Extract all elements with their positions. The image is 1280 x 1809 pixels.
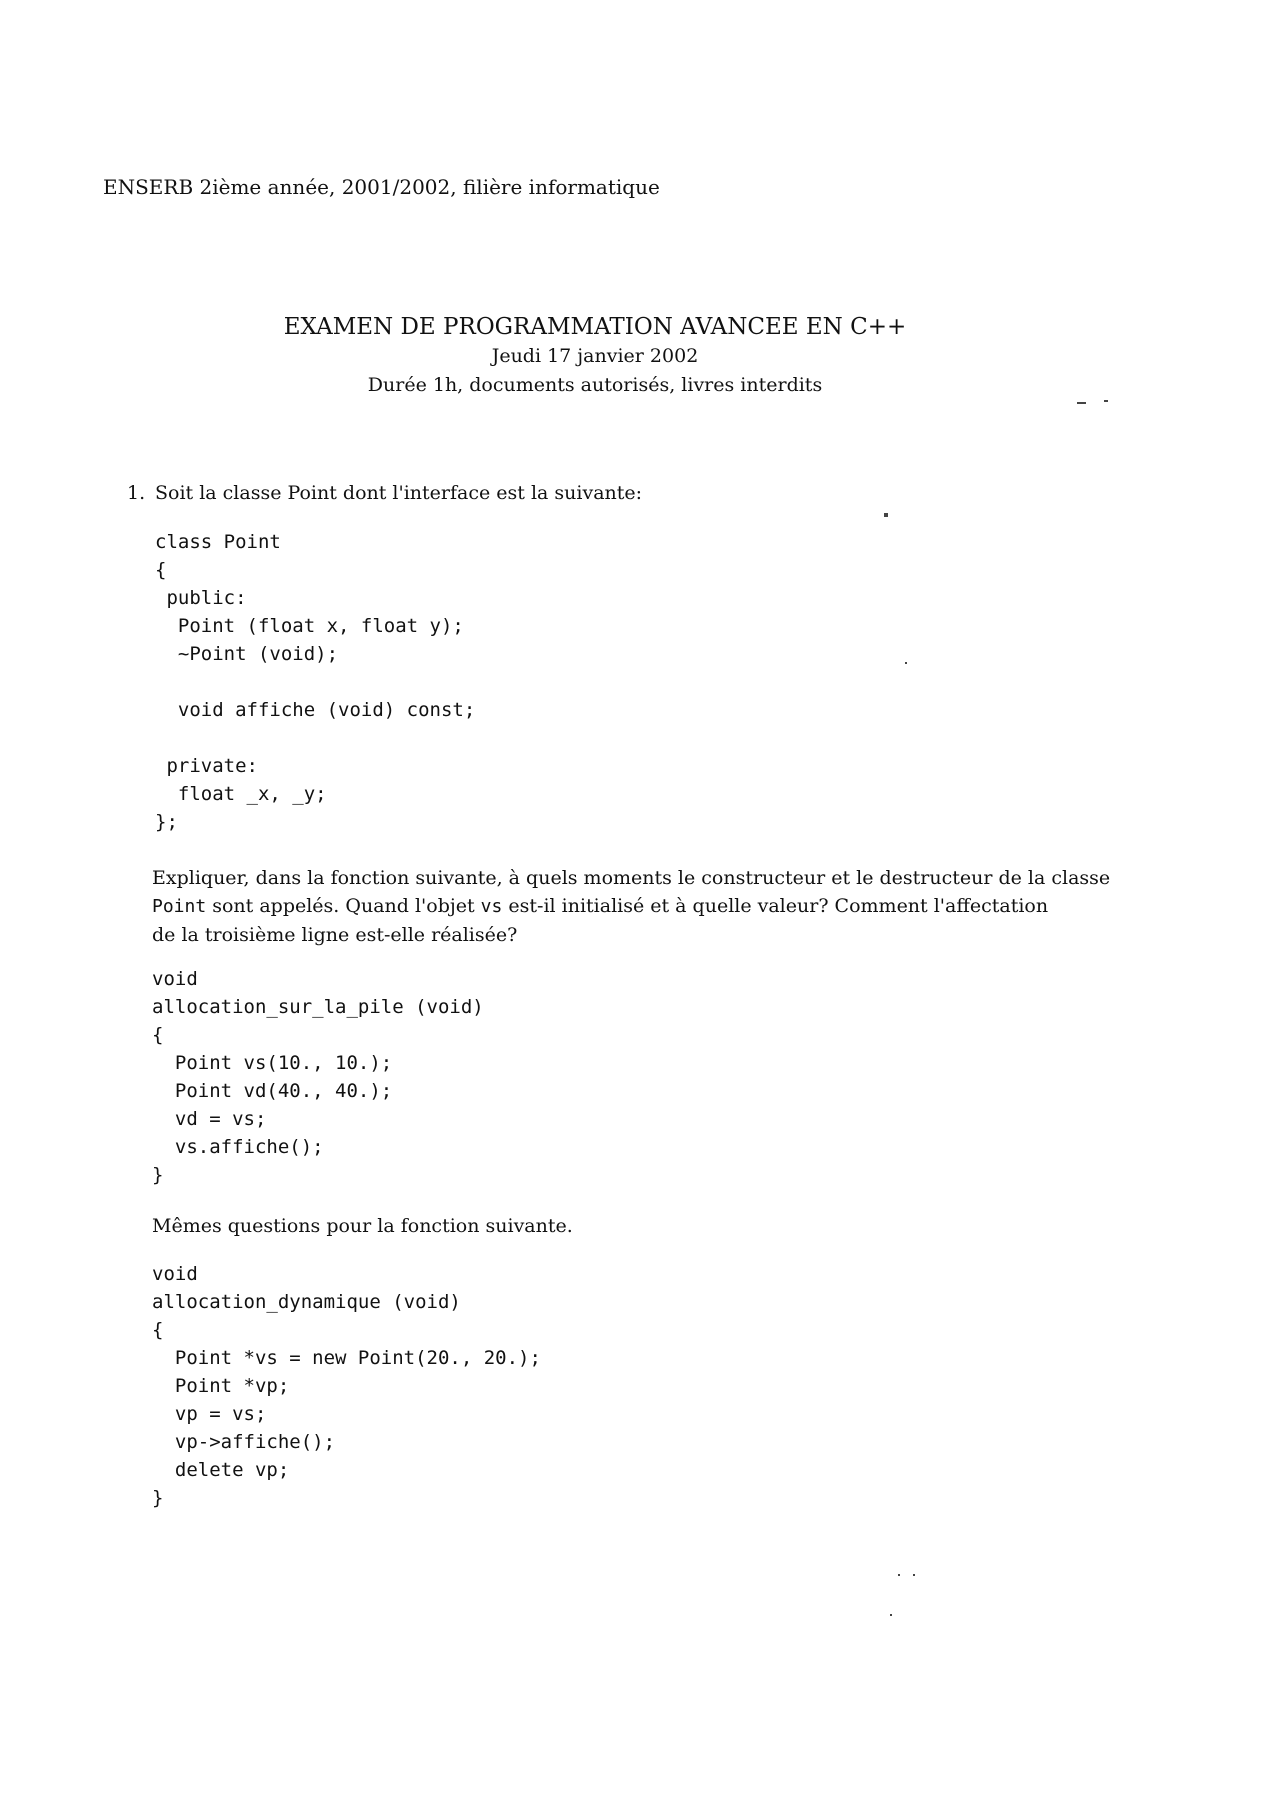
code-line: Point *vp; [152, 1375, 290, 1397]
dynamic-allocation-code-block [152, 1260, 541, 1512]
code-line [155, 724, 475, 752]
exam-title: EXAMEN DE PROGRAMMATION AVANCEE EN C++ [283, 314, 907, 340]
code-line: vs.affiche(); [152, 1136, 324, 1158]
scan-speck [1077, 402, 1086, 404]
code-line: public: [155, 587, 247, 609]
class-point-code-block [155, 528, 475, 836]
code-line: }; [155, 811, 178, 833]
code-line: vd = vs; [152, 1108, 267, 1130]
code-line: class Point [155, 531, 281, 553]
code-line: void affiche (void) const; [155, 699, 476, 721]
scan-speck [884, 513, 888, 517]
code-line: float _x, _y; [155, 783, 327, 805]
code-line: { [152, 1024, 164, 1046]
code-line: { [155, 559, 167, 581]
code-line: Point vs(10., 10.); [152, 1052, 393, 1074]
explanation-line-3: de la troisième ligne est-elle réalisée? [152, 924, 518, 946]
scan-speck [1104, 400, 1108, 402]
code-line: vp = vs; [152, 1403, 267, 1425]
exam-conditions: Durée 1h, documents autorisés, livres interdits [367, 374, 823, 396]
scan-speck [905, 662, 907, 664]
scan-speck [890, 1614, 892, 1616]
scan-speck [913, 1574, 915, 1576]
explanation-text: est-il initialisé et à quelle valeur? Comment l'affectation [502, 895, 1049, 917]
code-line: Point vd(40., 40.); [152, 1080, 393, 1102]
explanation-paragraph [152, 864, 1111, 949]
inline-code-vs: vs [480, 896, 503, 917]
inline-code-point: Point [152, 896, 207, 917]
code-line: ~Point (void); [155, 643, 339, 665]
code-line: Point (float x, float y); [155, 615, 464, 637]
code-line [155, 668, 475, 696]
code-line: allocation_dynamique (void) [152, 1291, 461, 1313]
code-line: vp->affiche(); [152, 1431, 336, 1453]
code-line: void [152, 968, 198, 990]
question-intro: Soit la classe Point dont l'interface est la suivante: [155, 482, 643, 504]
explanation-text: sont appelés. Quand l'objet [206, 895, 481, 917]
scan-speck [898, 1574, 900, 1576]
stack-allocation-code-block [152, 965, 484, 1189]
exam-date: Jeudi 17 janvier 2002 [491, 345, 699, 367]
code-line: { [152, 1319, 164, 1341]
school-header: ENSERB 2ième année, 2001/2002, filière informatique [103, 175, 660, 199]
code-line: void [152, 1263, 198, 1285]
code-line: } [152, 1487, 164, 1509]
question-number: 1. [127, 482, 146, 504]
code-line: private: [155, 755, 258, 777]
same-questions-text: Mêmes questions pour la fonction suivante. [152, 1215, 573, 1237]
explanation-line-2 [152, 892, 1092, 921]
explanation-line-1: Expliquer, dans la fonction suivante, à quels moments le constructeur et le destructeur de la classe [152, 867, 1111, 889]
code-line: delete vp; [152, 1459, 290, 1481]
code-line: allocation_sur_la_pile (void) [152, 996, 484, 1018]
code-line: } [152, 1164, 164, 1186]
code-line: Point *vs = new Point(20., 20.); [152, 1347, 541, 1369]
